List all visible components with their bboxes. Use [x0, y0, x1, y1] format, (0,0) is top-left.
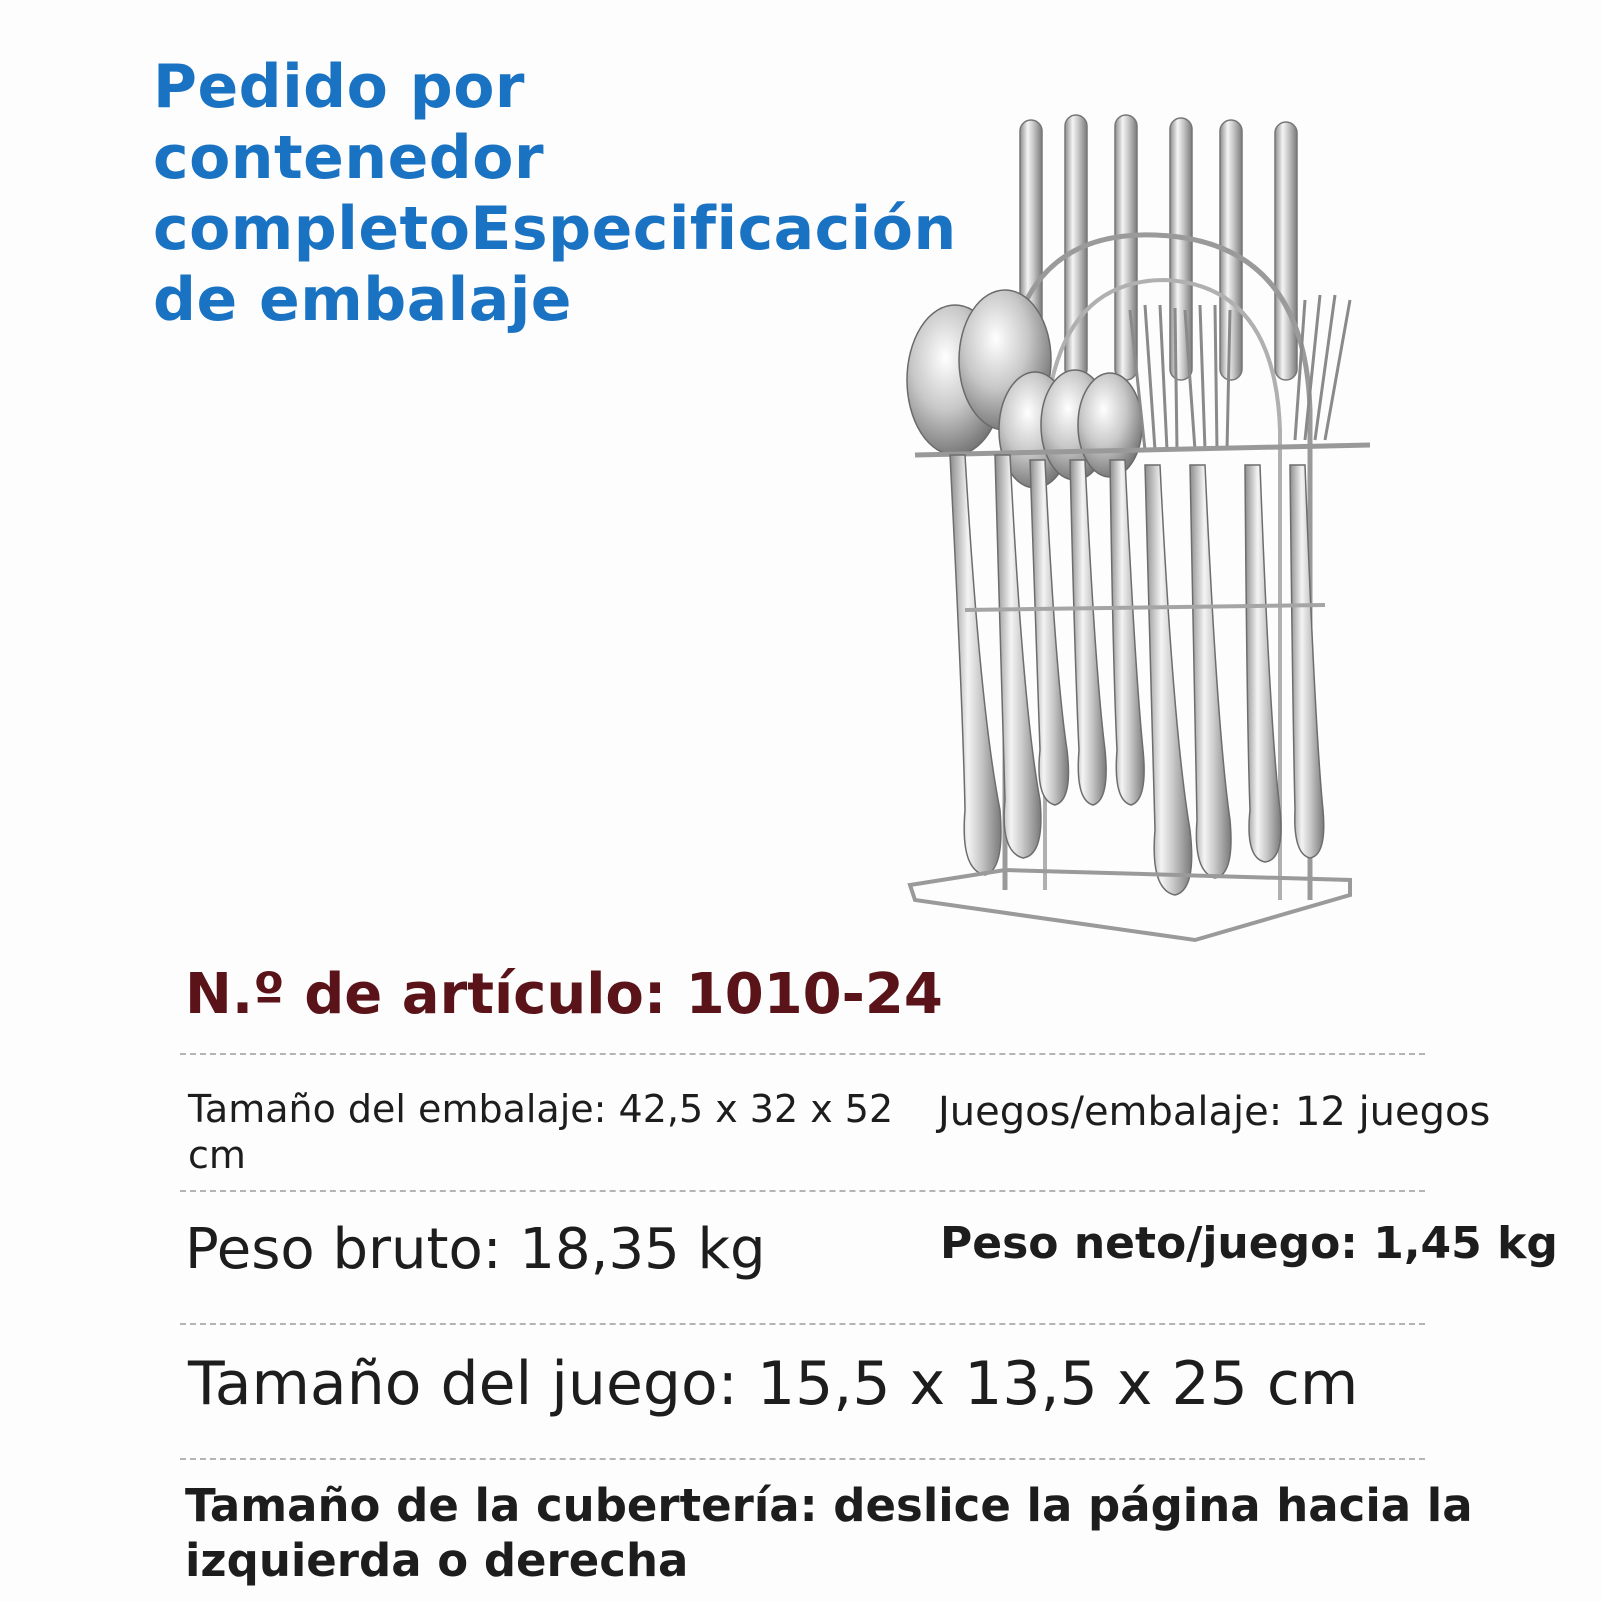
knife-handles	[1020, 115, 1297, 380]
divider	[180, 1323, 1425, 1325]
cutlery-set-image	[905, 110, 1395, 970]
spoon-bowls	[907, 290, 1142, 488]
item-number: N.º de artículo: 1010-24	[185, 962, 943, 1027]
set-size: Tamaño del juego: 15,5 x 13,5 x 25 cm	[188, 1349, 1359, 1419]
divider	[180, 1190, 1425, 1192]
packaging-size: Tamaño del embalaje: 42,5 x 32 x 52 cm	[188, 1087, 894, 1177]
net-weight-per-set: Peso neto/juego: 1,45 kg	[940, 1218, 1558, 1269]
divider	[180, 1053, 1425, 1055]
hanging-handles	[950, 455, 1324, 895]
page-title: Pedido por contenedor completoEspecificación de embalaje	[153, 52, 957, 335]
cutlery-size: Tamaño de la cubertería: deslice la página hacia la izquierda o derecha	[185, 1479, 1473, 1587]
sets-per-pack: Juegos/embalaje: 12 juegos	[938, 1089, 1491, 1135]
divider	[180, 1458, 1425, 1460]
gross-weight: Peso bruto: 18,35 kg	[185, 1217, 766, 1282]
